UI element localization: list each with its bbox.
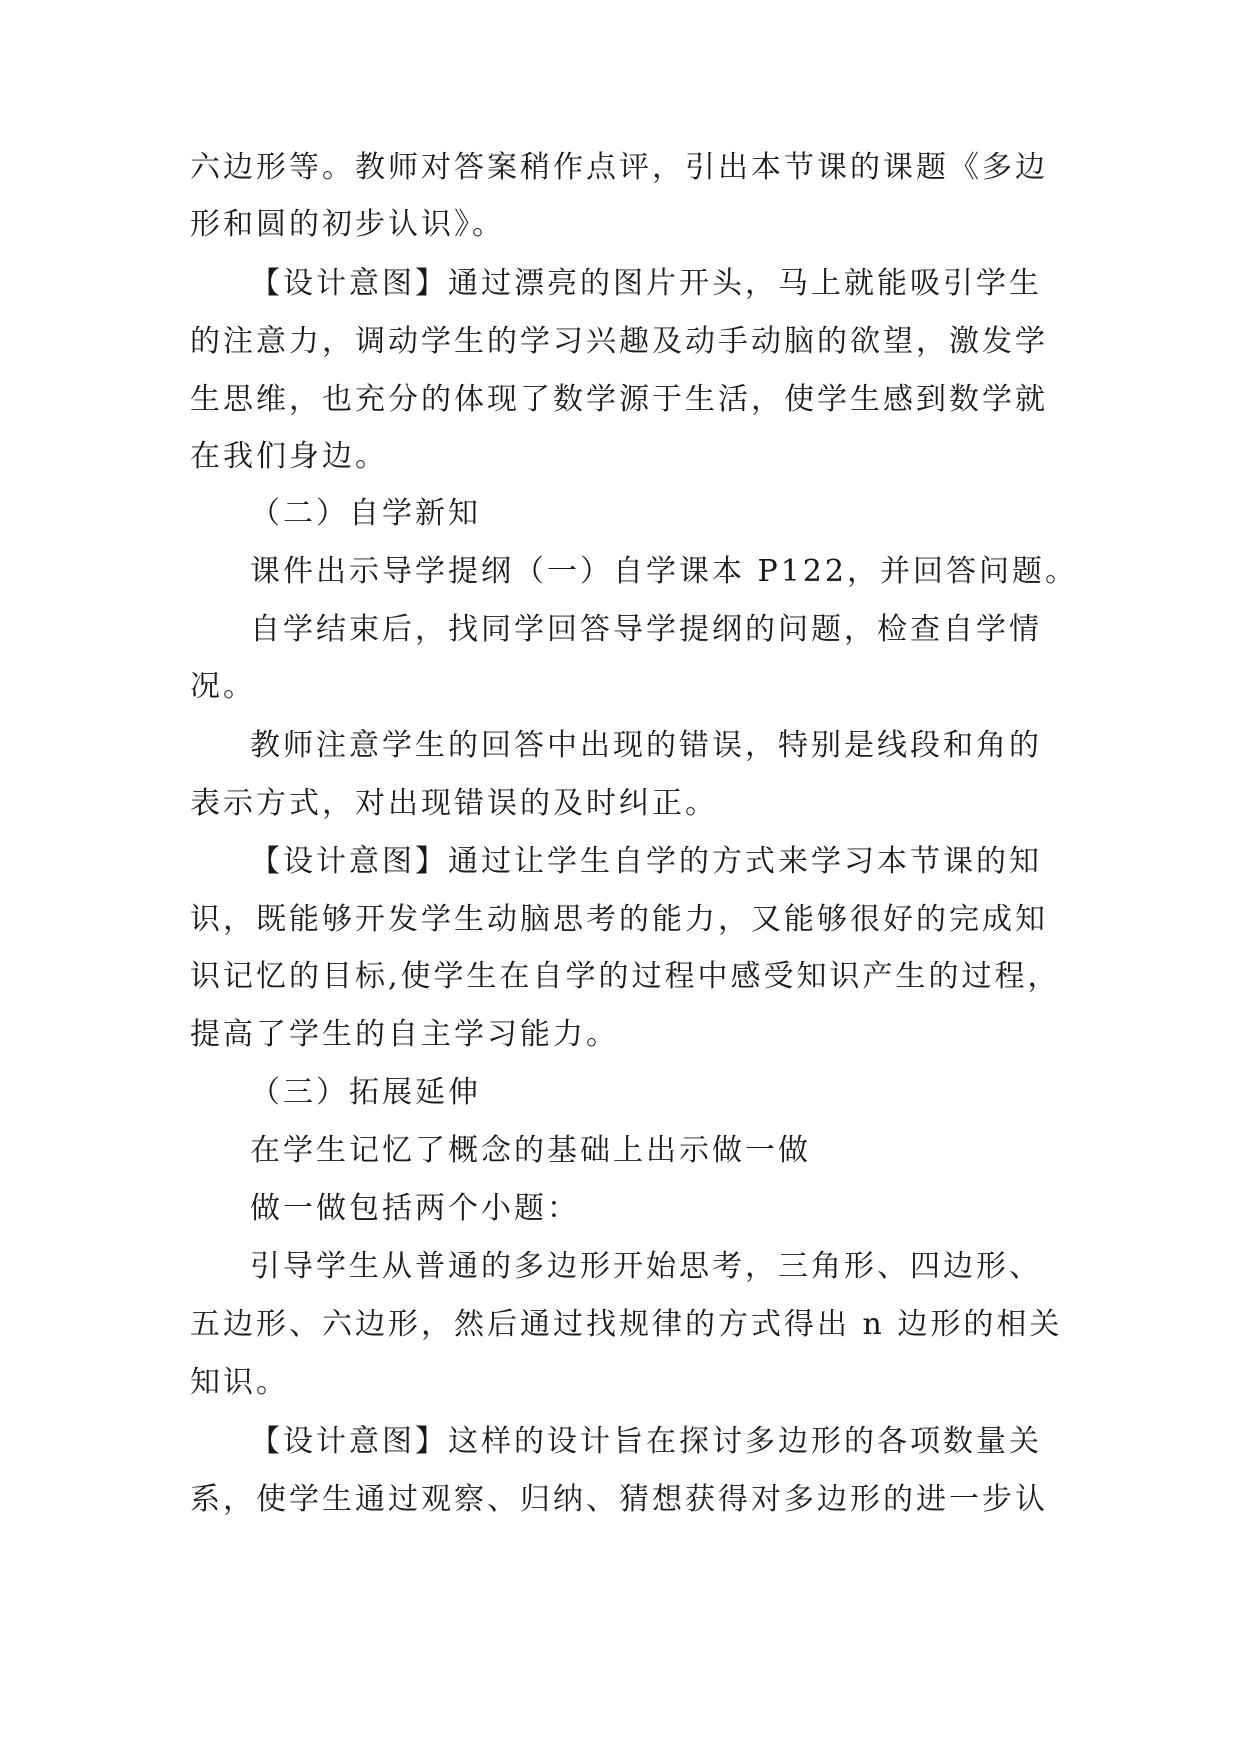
text-line: 系，使学生通过观察、归纳、猜想获得对多边形的进一步认 bbox=[190, 1482, 1048, 1517]
text-line: 【设计意图】通过让学生自学的方式来学习本节课的知 bbox=[250, 844, 1042, 879]
text-line: 六边形等。教师对答案稍作点评，引出本节课的课题《多边 bbox=[190, 150, 1048, 185]
text-line: 五边形、六边形，然后通过找规律的方式得出 n 边形的相关 bbox=[190, 1307, 1063, 1342]
text-line: 教师注意学生的回答中出现的错误，特别是线段和角的 bbox=[250, 728, 1042, 763]
text-line: 知识。 bbox=[190, 1365, 289, 1400]
text-line: 做一做包括两个小题： bbox=[250, 1191, 580, 1226]
text-line: 课件出示导学提纲（一）自学课本 P122，并回答问题。 bbox=[250, 554, 1078, 589]
text-line: 【设计意图】通过漂亮的图片开头，马上就能吸引学生 bbox=[250, 266, 1042, 301]
section-heading: （三）拓展延伸 bbox=[250, 1075, 481, 1110]
text-line: 自学结束后，找同学回答导学提纲的问题，检查自学情 bbox=[250, 612, 1042, 647]
text-line: 识记忆的目标,使学生在自学的过程中感受知识产生的过程， bbox=[190, 959, 1061, 994]
text-line: 生思维，也充分的体现了数学源于生活，使学生感到数学就 bbox=[190, 382, 1048, 417]
text-line: 的注意力，调动学生的学习兴趣及动手动脑的欲望，激发学 bbox=[190, 324, 1048, 359]
text-line: 形和圆的初步认识》。 bbox=[190, 207, 505, 242]
text-line: 【设计意图】这样的设计旨在探讨多边形的各项数量关 bbox=[250, 1424, 1042, 1459]
text-line: 提高了学生的自主学习能力。 bbox=[190, 1017, 619, 1052]
text-line: 识，既能够开发学生动脑思考的能力，又能够很好的完成知 bbox=[190, 902, 1048, 937]
text-line: 引导学生从普通的多边形开始思考，三角形、四边形、 bbox=[250, 1249, 1042, 1284]
text-line: 在学生记忆了概念的基础上出示做一做 bbox=[250, 1133, 811, 1168]
text-line: 况。 bbox=[190, 669, 256, 704]
text-line: 在我们身边。 bbox=[190, 439, 388, 474]
text-line: 表示方式，对出现错误的及时纠正。 bbox=[190, 786, 718, 821]
section-heading: （二）自学新知 bbox=[250, 496, 481, 531]
